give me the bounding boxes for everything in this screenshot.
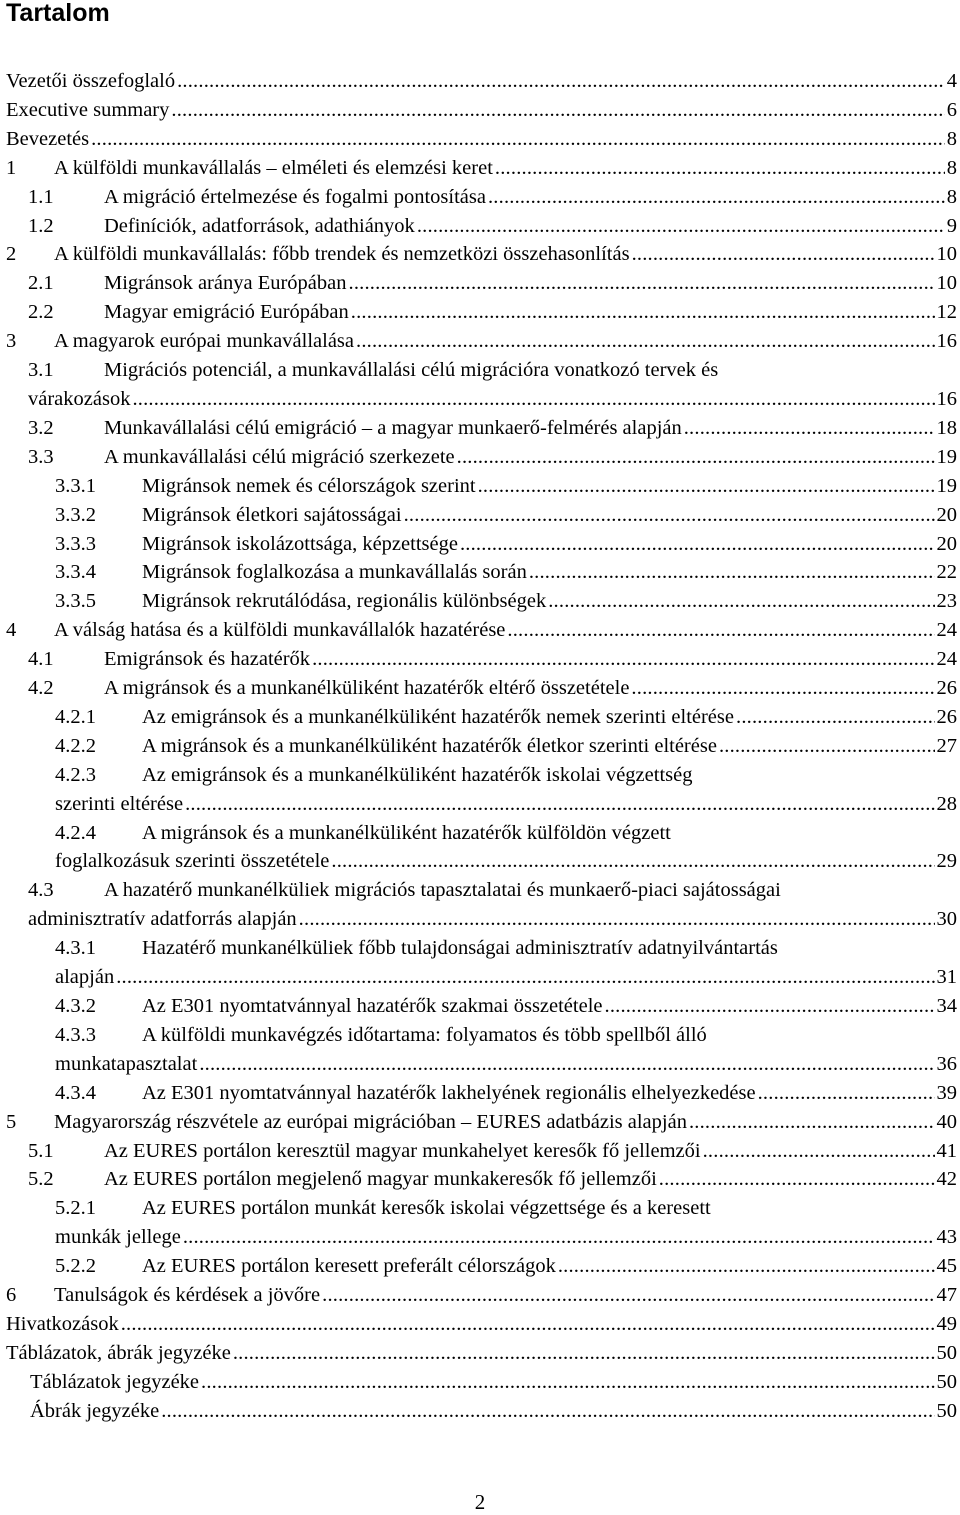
toc-entry[interactable] — [0, 1397, 960, 1426]
toc-entry-page: 8 — [946, 156, 957, 179]
toc-entry-number: 4.2.3 — [55, 763, 96, 786]
toc-entry[interactable] — [0, 732, 960, 761]
dot-leader — [199, 1050, 934, 1079]
toc-entry[interactable] — [0, 616, 960, 645]
toc-entry-title: Migránsok nemek és célországok szerint — [142, 474, 476, 497]
toc-entry-title: Bevezetés — [6, 127, 90, 150]
toc-entry-title: Az EURES portálon keresett preferált célországok — [142, 1255, 556, 1278]
toc-entry-page: 23 — [936, 590, 957, 613]
toc-entry[interactable] — [0, 212, 960, 241]
toc-entry[interactable] — [0, 67, 960, 96]
dot-leader — [91, 125, 945, 154]
toc-entry-title: Migránsok iskolázottsága, képzettsége — [142, 532, 458, 555]
toc-entry-title: A válság hatása és a külföldi munkavállalók hazatérése — [54, 619, 506, 642]
toc-entry-number: 4.2 — [28, 677, 54, 700]
page-title: Tartalom — [6, 0, 110, 27]
dot-leader — [183, 1223, 935, 1252]
toc-entry-title: A migránsok és a munkanélküliként hazatérők eltérő összetétele — [104, 677, 630, 700]
toc-entry-title: A magyarok európai munkavállalása — [54, 330, 354, 353]
toc-entry-title-continued: várakozások — [28, 387, 131, 410]
dot-leader — [171, 96, 944, 125]
toc-entry-number: 6 — [6, 1284, 17, 1307]
toc-entry-number: 2 — [6, 243, 17, 266]
toc-entry-number: 3.3.5 — [55, 590, 96, 613]
toc-entry-page: 24 — [936, 619, 957, 642]
toc-entry[interactable] — [0, 645, 960, 674]
toc-entry-number: 4.2.2 — [55, 734, 96, 757]
toc-entry-page: 42 — [936, 1168, 957, 1191]
toc-entry-page: 19 — [936, 474, 957, 497]
dot-leader — [703, 1137, 935, 1166]
dot-leader — [177, 67, 945, 96]
toc-entry-title: Migránsok foglalkozása a munkavállalás során — [142, 561, 527, 584]
toc-entry-page: 26 — [936, 677, 957, 700]
dot-leader — [558, 1252, 935, 1281]
toc-entry[interactable] — [0, 1281, 960, 1310]
dot-leader — [631, 674, 934, 703]
toc-entry-page: 28 — [936, 792, 957, 815]
toc-entry-page: 49 — [936, 1312, 957, 1335]
toc-entry-page: 8 — [946, 185, 957, 208]
toc-entry-number: 4.3.4 — [55, 1081, 96, 1104]
toc-entry-title: Vezetői összefoglaló — [6, 70, 176, 92]
toc-entry-title: Az EURES portálon megjelenő magyar munkakeresők fő jellemzői — [104, 1168, 657, 1191]
toc-entry-page: 20 — [936, 532, 957, 555]
toc-entry-title: A migránsok és a munkanélküliként hazatérők külföldön végzett — [142, 821, 671, 844]
toc-entry-number: 3.2 — [28, 416, 54, 439]
toc-entry-number: 4.2.1 — [55, 705, 96, 728]
toc-entry-title: A külföldi munkavállalás – elméleti és elemzési keret — [54, 156, 493, 179]
dot-leader — [356, 327, 935, 356]
toc-entry-page: 31 — [936, 966, 957, 989]
dot-leader — [719, 732, 935, 761]
toc-entry-title: Migránsok életkori sajátosságai — [142, 503, 402, 526]
toc-entry-page: 10 — [936, 272, 957, 295]
toc-entry-title: Az E301 nyomtatvánnyal hazatérők lakhelyének regionális elhelyezkedése — [142, 1081, 756, 1104]
toc-entry[interactable] — [0, 558, 960, 587]
toc-entry-number: 1 — [6, 156, 17, 179]
toc-entry[interactable] — [0, 96, 960, 125]
toc-entry-title: Táblázatok, ábrák jegyzéke — [6, 1341, 231, 1364]
toc-entry-title: Migránsok aránya Európában — [104, 272, 347, 295]
toc-entry-page: 50 — [936, 1341, 957, 1364]
toc-entry-page: 27 — [936, 734, 957, 757]
toc-entry-page: 26 — [936, 705, 957, 728]
toc-entry[interactable] — [0, 1310, 960, 1339]
dot-leader — [495, 154, 945, 183]
toc-entry[interactable] — [0, 356, 960, 414]
dot-leader — [201, 1368, 934, 1397]
toc-entry-title: Hazatérő munkanélküliek főbb tulajdonságai adminisztratív adatnyilvántartás — [142, 937, 778, 960]
toc-entry-number: 2.2 — [28, 301, 54, 324]
toc-entry-number: 5.2.1 — [55, 1197, 96, 1220]
toc-entry[interactable] — [0, 269, 960, 298]
dot-leader — [460, 530, 935, 559]
dot-leader — [322, 1281, 934, 1310]
toc-entry-page: 16 — [936, 330, 957, 353]
toc-entry[interactable] — [0, 1079, 960, 1108]
toc-entry-title-continued: alapján — [55, 966, 115, 989]
toc-entry-title: A migránsok és a munkanélküliként hazatérők életkor szerinti eltérése — [142, 734, 717, 757]
toc-entry[interactable] — [0, 1021, 960, 1079]
toc-entry-title-continued: munkák jellege — [55, 1226, 181, 1249]
toc-entry-title-continued: adminisztratív adatforrás alapján — [28, 908, 297, 931]
dot-leader — [736, 703, 935, 732]
toc-entry-page: 45 — [936, 1255, 957, 1278]
table-of-contents — [0, 67, 960, 1426]
toc-entry-number: 5.2.2 — [55, 1255, 96, 1278]
toc-entry-title: Emigránsok és hazatérők — [104, 648, 311, 671]
toc-entry-number: 4.3 — [28, 879, 54, 902]
dot-leader — [417, 212, 945, 241]
toc-entry[interactable] — [0, 587, 960, 616]
toc-entry-number: 3.3.2 — [55, 503, 96, 526]
toc-entry[interactable] — [0, 1137, 960, 1166]
page-number: 2 — [474, 1490, 486, 1514]
toc-entry[interactable] — [0, 1252, 960, 1281]
toc-entry-title: Munkavállalási célú emigráció – a magyar munkaerő-felmérés alapján — [104, 416, 682, 439]
toc-entry[interactable] — [0, 703, 960, 732]
dot-leader — [121, 1310, 935, 1339]
toc-entry-title: Az EURES portálon keresztül magyar munkahelyet keresők fő jellemzői — [104, 1139, 701, 1162]
toc-entry[interactable] — [0, 934, 960, 992]
toc-entry-title-continued: munkatapasztalat — [55, 1052, 198, 1075]
toc-entry-page: 18 — [936, 416, 957, 439]
toc-entry-page: 50 — [936, 1370, 957, 1393]
toc-entry-page: 34 — [936, 995, 957, 1017]
toc-entry-page: 30 — [936, 908, 957, 931]
toc-entry-number: 3.3.1 — [55, 474, 96, 497]
toc-entry-title: A migráció értelmezése és fogalmi pontosítása — [104, 185, 486, 208]
toc-entry-title-continued: foglalkozásuk szerinti összetétele — [55, 850, 330, 873]
toc-entry-page: 40 — [936, 1110, 957, 1133]
toc-entry-title: Migránsok rekrutálódása, regionális különbségek — [142, 590, 547, 613]
dot-leader — [507, 616, 934, 645]
dot-leader — [659, 1165, 935, 1194]
toc-entry-page: 8 — [946, 127, 957, 150]
toc-entry-title: Az E301 nyomtatvánnyal hazatérők szakmai összetétele — [142, 995, 603, 1017]
dot-leader — [185, 790, 934, 819]
toc-entry[interactable] — [0, 154, 960, 183]
dot-leader — [529, 558, 935, 587]
toc-entry-title: Tanulságok és kérdések a jövőre — [54, 1284, 321, 1307]
toc-entry-page: 50 — [936, 1399, 957, 1422]
dot-leader — [299, 905, 935, 934]
dot-leader — [233, 1339, 935, 1368]
toc-entry[interactable] — [0, 1368, 960, 1397]
dot-leader — [548, 587, 934, 616]
toc-entry-page: 29 — [936, 850, 957, 873]
toc-entry-number: 3.3.3 — [55, 532, 96, 555]
dot-leader — [351, 298, 935, 327]
toc-entry-number: 2.1 — [28, 272, 54, 295]
toc-entry[interactable] — [0, 1339, 960, 1368]
toc-entry[interactable] — [0, 125, 960, 154]
toc-entry[interactable] — [0, 443, 960, 472]
dot-leader — [632, 240, 935, 269]
toc-entry-title: A külföldi munkavállalás: főbb trendek és nemzetközi összehasonlítás — [54, 243, 630, 266]
dot-leader — [331, 847, 934, 876]
toc-entry[interactable] — [0, 298, 960, 327]
toc-entry[interactable] — [0, 819, 960, 877]
toc-entry[interactable] — [0, 992, 960, 1021]
toc-entry-number: 3.3.4 — [55, 561, 96, 584]
toc-entry-title: Az emigránsok és a munkanélküliként hazatérők nemek szerinti eltérése — [142, 705, 734, 728]
toc-entry-number: 5.2 — [28, 1168, 54, 1191]
toc-entry-page: 4 — [946, 70, 957, 92]
toc-entry-page: 43 — [936, 1226, 957, 1249]
toc-entry-title-continued: szerinti eltérése — [55, 792, 184, 815]
toc-entry[interactable] — [0, 240, 960, 269]
toc-entry-title: Magyarország részvétele az európai migrációban – EURES adatbázis alapján — [54, 1110, 687, 1133]
toc-entry-title: Ábrák jegyzéke — [30, 1399, 160, 1422]
toc-entry-page: 6 — [946, 98, 957, 121]
toc-entry[interactable] — [0, 530, 960, 559]
toc-entry-page: 12 — [936, 301, 957, 324]
toc-entry-page: 16 — [936, 387, 957, 410]
toc-entry[interactable] — [0, 761, 960, 819]
dot-leader — [116, 963, 934, 992]
toc-entry-title: Táblázatok jegyzéke — [30, 1370, 200, 1393]
dot-leader — [161, 1397, 934, 1426]
toc-entry[interactable] — [0, 876, 960, 934]
toc-entry-number: 4.3.3 — [55, 1023, 96, 1046]
toc-entry-number: 1.2 — [28, 214, 54, 237]
toc-entry-number: 4.1 — [28, 648, 54, 671]
toc-entry-number: 5.1 — [28, 1139, 54, 1162]
toc-entry-page: 19 — [936, 445, 957, 468]
dot-leader — [457, 443, 935, 472]
toc-entry-title: A külföldi munkavégzés időtartama: folyamatos és több spellből álló — [142, 1023, 707, 1046]
toc-entry-title: Az emigránsok és a munkanélküliként hazatérők iskolai végzettség — [142, 763, 693, 786]
toc-entry-title: Magyar emigráció Európában — [104, 301, 349, 324]
toc-entry[interactable] — [0, 501, 960, 530]
toc-entry-page: 39 — [936, 1081, 957, 1104]
toc-entry-page: 22 — [936, 561, 957, 584]
toc-entry-title: Definíciók, adatforrások, adathiányok — [104, 214, 415, 237]
toc-entry-title: Az EURES portálon munkát keresők iskolai végzettsége és a keresett — [142, 1197, 711, 1220]
toc-entry[interactable] — [0, 674, 960, 703]
toc-entry-number: 3.3 — [28, 445, 54, 468]
toc-entry[interactable] — [0, 183, 960, 212]
dot-leader — [689, 1108, 935, 1137]
toc-entry-page: 10 — [936, 243, 957, 266]
toc-entry[interactable] — [0, 414, 960, 443]
toc-entry-page: 9 — [946, 214, 957, 237]
toc-entry[interactable] — [0, 327, 960, 356]
dot-leader — [684, 414, 935, 443]
toc-entry-number: 4 — [6, 619, 17, 642]
toc-entry-title: Hivatkozások — [6, 1312, 119, 1335]
toc-entry-number: 4.3.1 — [55, 937, 96, 960]
toc-entry[interactable] — [0, 1108, 960, 1137]
toc-entry-title: A munkavállalási célú migráció szerkezete — [104, 445, 455, 468]
toc-entry-title: Executive summary — [6, 98, 170, 121]
toc-entry-page: 36 — [936, 1052, 957, 1075]
toc-entry[interactable] — [0, 1165, 960, 1194]
dot-leader — [132, 385, 934, 414]
dot-leader — [349, 269, 935, 298]
toc-entry-number: 3 — [6, 330, 17, 353]
dot-leader — [478, 472, 935, 501]
toc-entry-number: 1.1 — [28, 185, 54, 208]
toc-entry-page: 20 — [936, 503, 957, 526]
dot-leader — [488, 183, 945, 212]
dot-leader — [605, 992, 935, 1021]
toc-entry-page: 47 — [936, 1284, 957, 1307]
toc-entry-number: 3.1 — [28, 359, 54, 382]
toc-entry-page: 41 — [936, 1139, 957, 1162]
dot-leader — [404, 501, 935, 530]
toc-entry-number: 4.3.2 — [55, 995, 96, 1017]
dot-leader — [758, 1079, 935, 1108]
toc-entry-title: A hazatérő munkanélküliek migrációs tapasztalatai és munkaerő-piaci sajátosságai — [104, 879, 781, 902]
toc-entry-title: Migrációs potenciál, a munkavállalási célú migrációra vonatkozó tervek és — [104, 359, 719, 382]
toc-entry[interactable] — [0, 1194, 960, 1252]
toc-entry-number: 5 — [6, 1110, 17, 1133]
toc-entry[interactable] — [0, 472, 960, 501]
dot-leader — [312, 645, 934, 674]
toc-entry-page: 24 — [936, 648, 957, 671]
toc-entry-number: 4.2.4 — [55, 821, 96, 844]
